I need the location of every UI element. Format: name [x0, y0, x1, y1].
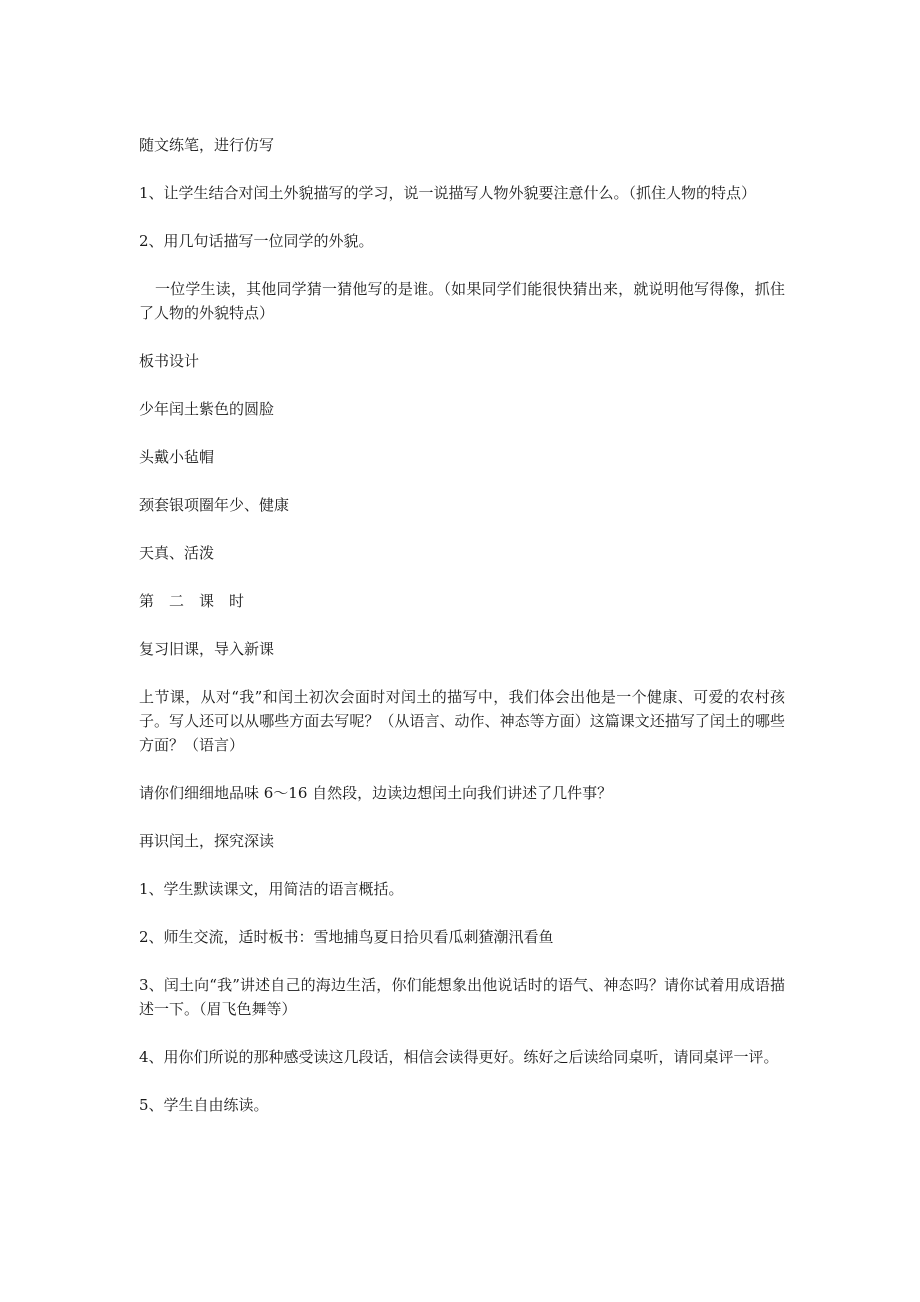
- paragraph-item-2: 2、用几句话描写一位同学的外貌。: [139, 232, 374, 250]
- document-body: [139, 133, 785, 1141]
- paragraph-step-2: 2、师生交流，适时板书：雪地捕鸟夏日拾贝看瓜刺猹潮汛看鱼: [139, 928, 554, 946]
- board-line-3: 颈套银项圈年少、健康: [139, 496, 290, 514]
- board-line-4: 天真、活泼: [139, 544, 215, 562]
- paragraph-step-1: 1、学生默读课文，用简洁的语言概括。: [139, 880, 404, 898]
- paragraph-step-4: 4、用你们所说的那种感受读这几段话，相信会读得更好。练好之后读给同桌听，请同桌评一评。: [139, 1048, 779, 1066]
- heading-second-lesson: 第二课时: [139, 592, 260, 610]
- paragraph-please-read: 请你们细细地品味 6～16 自然段，边读边想闰土向我们讲述了几件事？: [139, 784, 613, 802]
- paragraph-student-reads: 一位学生读，其他同学猜一猜他写的是谁。（如果同学们能很快猜出来，就说明他写得像，抓住了人物的外貌特点）: [139, 280, 785, 322]
- heading-review: 复习旧课，导入新课: [139, 640, 275, 658]
- heading-board-design: 板书设计: [139, 352, 200, 370]
- paragraph-item-1: 1、让学生结合对闰土外貌描写的学习，说一说描写人物外貌要注意什么。（抓住人物的特点）: [139, 184, 757, 202]
- paragraph-step-3: 3、闰土向“我”讲述自己的海边生活，你们能想象出他说话时的语气、神态吗？请你试着用成语描述一下。（眉飞色舞等）: [139, 976, 785, 1018]
- board-line-1: 少年闰土紫色的圆脸: [139, 400, 275, 418]
- heading-explore: 再识闰土，探究深读: [139, 832, 275, 850]
- paragraph-step-5: 5、学生自由练读。: [139, 1096, 269, 1114]
- heading-practice: 随文练笔，进行仿写: [139, 136, 275, 154]
- board-line-2: 头戴小毡帽: [139, 448, 215, 466]
- paragraph-last-lesson: 上节课，从对“我”和闰土初次会面时对闰土的描写中，我们体会出他是一个健康、可爱的农村孩子。写人还可以从哪些方面去写呢？（从语言、动作、神态等方面）这篇课文还描写了闰土的哪些方面？（语言）: [139, 688, 785, 754]
